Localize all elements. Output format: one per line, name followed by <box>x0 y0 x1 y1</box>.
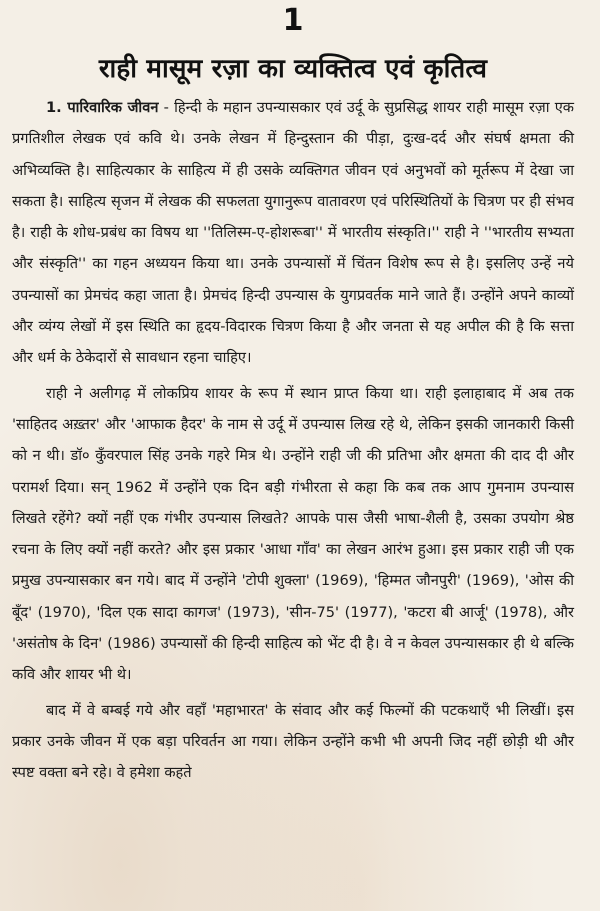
chapter-number: 1 <box>282 3 304 38</box>
paragraph-aligarh: राही ने अलीगढ़ में लोकप्रिय शायर के रूप में स्थान प्राप्त किया था। राही इलाहाबाद में अब तक 'साहितद अख़्तर' और 'आफाक हैदर' के नाम से उर्दू में उपन्यास लिख रहे थे, लेकिन इसकी जानकारी किसी को न थी। डॉ० कुँवरपाल सिंह उनके गहरे मित्र थे। उन्होंने राही जी की प्रतिभा और क्षमता की दाद दी और परामर्श दिया। सन् 1962 में उन्होंने एक दिन बड़ी गंभीरता से कहा कि कब तक आप गुमनाम उपन्यास लिखते रहेंगे? क्यों नहीं एक गंभीर उपन्यास लिखते? आपके पास जैसी भाषा-शैली है, उसका उपयोग श्रेष्ठ रचना के लिए क्यों नहीं करते? और इस प्रकार 'आधा गाँव' का लेखन आरंभ हुआ। इस प्रकार राही जी एक प्रमुख उपन्यासकार बन गये। बाद में उन्होंने 'टोपी शुक्ला' (1969), 'हिम्मत जौनपुरी' (1969), 'ओस की बूँद' (1970), 'दिल एक सादा कागज' (1973), 'सीन-75' (1977), 'कटरा बी आर्जू' (1978), और 'असंतोष के दिन' (1986) उपन्यासों की हिन्दी साहित्य को भेंट दी है। वे न केवल उपन्यासकार ही थे बल्कि कवि और शायर भी थे। <box>12 384 574 684</box>
paragraph-family-life <box>12 92 574 374</box>
paragraph-text: हिन्दी के महान उपन्यासकार एवं उर्दू के सुप्रसिद्ध शायर राही मासूम रज़ा एक प्रगतिशील लेखक एवं कवि थे। उनके लेखन में हिन्दुस्तान की पीड़ा, दुःख-दर्द और संघर्ष क्षमता की अभिव्यक्ति है। साहित्यकार के साहित्य में ही उसके व्यक्तिगत जीवन एवं अनुभवों को मूर्तरूप में देखा जा सकता है। साहित्य सृजन में लेखक की सफलता युगानुरूप वातावरण एवं परिस्थितियों के चित्रण पर ही संभव है। राही के शोध-प्रबंध का विषय था ''तिलिस्म-ए-होशरूबा'' में भारतीय संस्कृति।'' राही ने ''भारतीय सभ्यता और संस्कृति'' का गहन अध्ययन किया था। उनके उपन्यासों में चिंतन विशेष रूप से है। इसलिए उन्हें नये उपन्यासों का प्रेमचंद कहा जाता है। प्रेमचंद हिन्दी उपन्यास के युगप्रवर्तक माने जाते हैं। उन्होंने अपने काव्यों और व्यंग्य लेखों में इस स्थिति का हृदय-विदारक चित्रण किया है और जनता से यह अपील की है कि सत्ता और धर्म के ठेकेदारों से सावधान रहना चाहिए। <box>12 99 574 367</box>
section-heading-dash: - <box>158 99 175 116</box>
paragraph-bombay: बाद में वे बम्बई गये और वहाँ 'महाभारत' के संवाद और कई फिल्मों की पटकथाएँ भी लिखीं। इस प्रकार उनके जीवन में एक बड़ा परिवर्तन आ गया। लेकिन उन्होंने कभी भी अपनी जिद नहीं छोड़ी थी और स्पष्ट वक्ता बने रहे। वे हमेशा कहते <box>12 701 574 782</box>
chapter-title: राही मासूम रज़ा का व्यक्तित्व एवं कृतित्व <box>98 54 488 84</box>
section-heading: 1. पारिवारिक जीवन <box>46 99 159 116</box>
